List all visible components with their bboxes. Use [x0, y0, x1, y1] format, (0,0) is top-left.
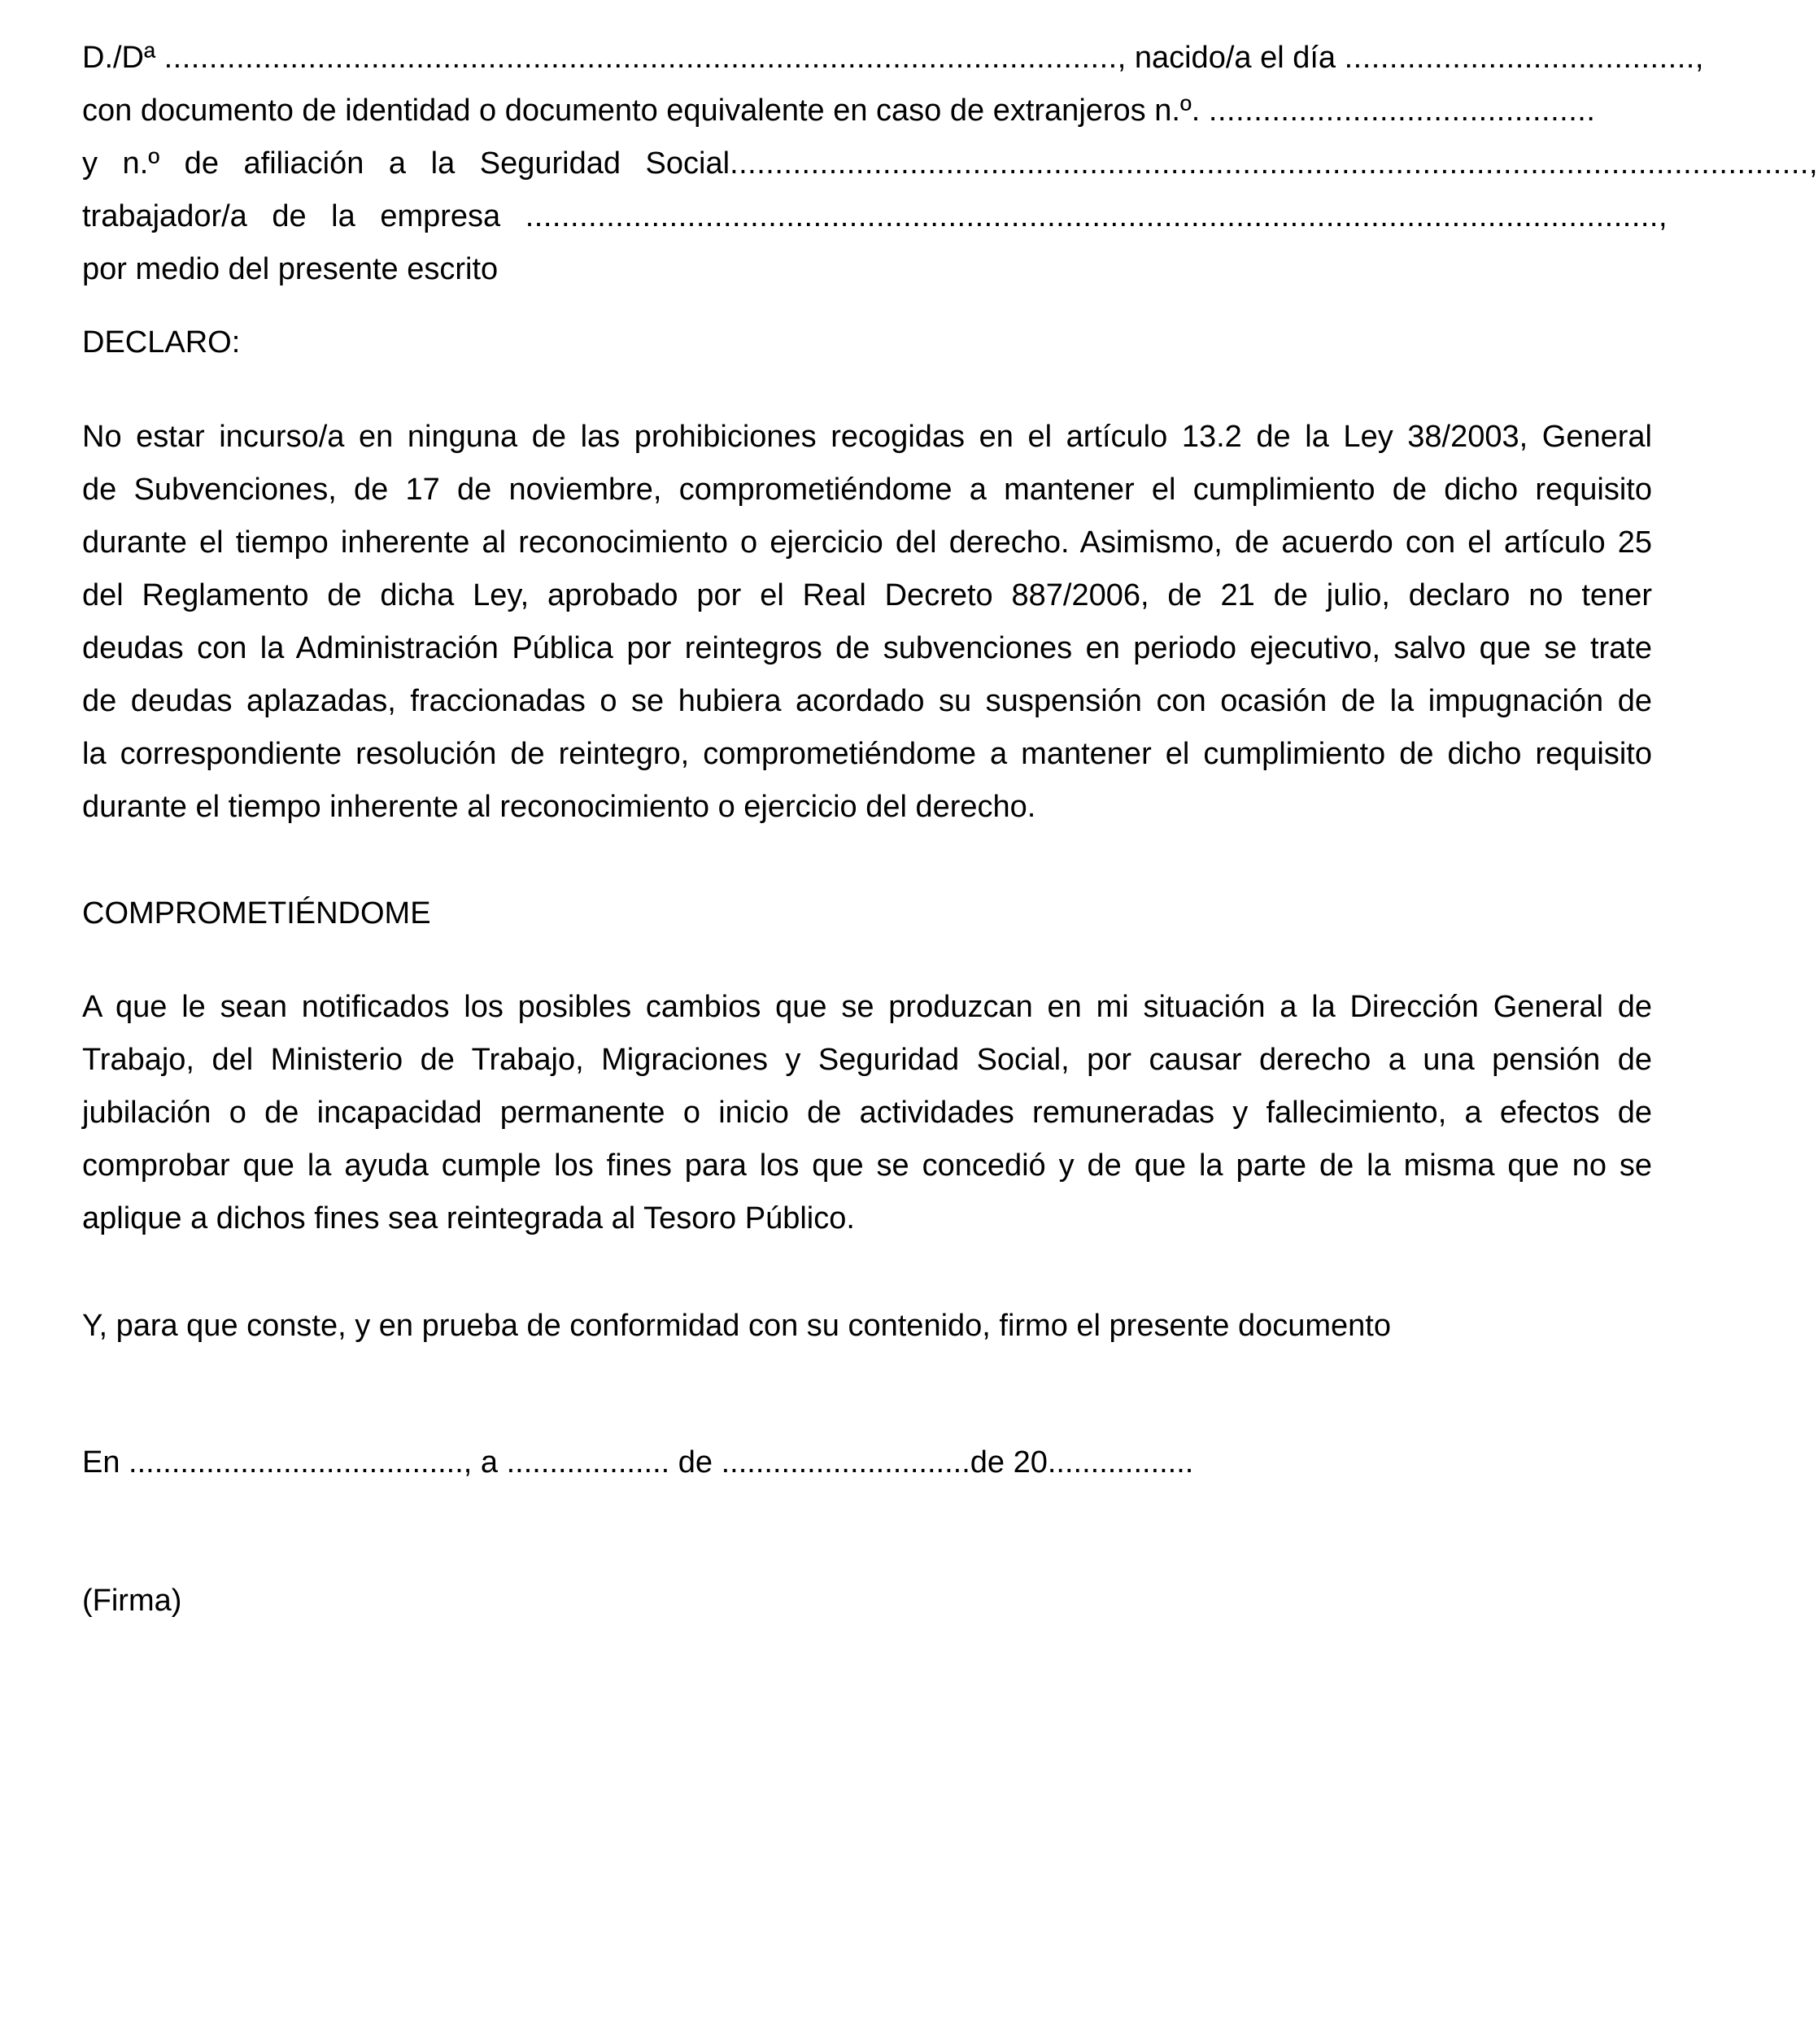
birthdate-field[interactable]: .......................................	[1344, 41, 1695, 75]
day-field[interactable]: ...................	[506, 1445, 670, 1480]
declaro-line: la correspondiente resolución de reintegro, comprometiéndome a mantener el cumplimiento de dicho requisito	[82, 737, 1652, 771]
year-field[interactable]: .................	[1047, 1445, 1194, 1480]
company-field[interactable]: ..............................................................................................................................	[525, 199, 1659, 233]
declaro-line: de deudas aplazadas, fraccionadas o se hubiera acordado su suspensión con ocasión de la impugnación de	[82, 684, 1652, 718]
a-label: , a	[463, 1445, 507, 1480]
signature-label: (Firma)	[82, 1584, 182, 1618]
place-field[interactable]: .......................................	[129, 1445, 464, 1480]
name-birthdate-line	[82, 36, 1704, 80]
social-security-field[interactable]: ........................................................................................................................	[730, 146, 1809, 181]
comma: ,	[1808, 146, 1818, 181]
declaro-line: durante el tiempo inherente al reconocimiento o ejercicio del derecho.	[82, 790, 1036, 824]
comprometiendome-line: Trabajo, del Ministerio de Trabajo, Migraciones y Seguridad Social, por causar derecho a una pensión de	[82, 1043, 1652, 1077]
id-document-label: con documento de identidad o documento equivalente en caso de extranjeros n.º.	[82, 94, 1209, 128]
comma: ,	[1694, 41, 1704, 75]
declaro-line: deudas con la Administración Pública por reintegros de subvenciones en periodo ejecutivo, salvo que se trate	[82, 631, 1652, 665]
year-prefix-label: de 20	[970, 1445, 1048, 1480]
intro-text: por medio del presente escrito	[82, 252, 499, 286]
declaro-line: del Reglamento de dicha Ley, aprobado por el Real Decreto 887/2006, de 21 de julio, declaro no tener	[82, 578, 1652, 612]
declaro-line: durante el tiempo inherente al reconocimiento o ejercicio del derecho. Asimismo, de acuerdo con el artículo 25	[82, 525, 1652, 560]
place-date-line	[82, 1440, 1652, 1484]
month-field[interactable]: .............................	[721, 1445, 970, 1480]
comprometiendome-heading: COMPROMETIÉNDOME	[82, 896, 431, 930]
comma: ,	[1659, 199, 1668, 233]
comprometiendome-line: jubilación o de incapacidad permanente o inicio de actividades remuneradas y fallecimiento, a efectos de	[82, 1096, 1652, 1130]
de-label: de	[669, 1445, 722, 1480]
name-field[interactable]: ..........................................................................................................	[163, 41, 1118, 75]
declaro-heading: DECLARO:	[82, 325, 241, 360]
company-label: trabajador/a de la empresa	[82, 199, 525, 233]
id-document-field[interactable]: ...........................................	[1208, 94, 1596, 128]
comprometiendome-line: comprobar que la ayuda cumple los fines para los que se concedió y de que la parte de la misma que no se	[82, 1148, 1652, 1183]
social-security-line	[82, 142, 1818, 185]
declaration-document	[82, 0, 1818, 2044]
company-line	[82, 194, 1668, 238]
conformidad-text: Y, para que conste, y en prueba de conformidad con su contenido, firmo el presente documento	[82, 1309, 1391, 1343]
declaro-line: de Subvenciones, de 17 de noviembre, comprometiéndome a mantener el cumplimiento de dicho requisito	[82, 473, 1652, 507]
id-document-line	[82, 89, 1652, 133]
declaro-line: No estar incurso/a en ninguna de las prohibiciones recogidas en el artículo 13.2 de la Ley 38/2003, General	[82, 420, 1652, 454]
birthdate-label: , nacido/a el día	[1117, 41, 1345, 75]
name-label: D./Dª	[82, 41, 164, 75]
social-security-label: y n.º de afiliación a la Seguridad Social	[82, 146, 730, 181]
comprometiendome-line: aplique a dichos fines sea reintegrada al Tesoro Público.	[82, 1201, 855, 1236]
comprometiendome-line: A que le sean notificados los posibles cambios que se produzcan en mi situación a la Dirección General de	[82, 990, 1652, 1024]
en-label: En	[82, 1445, 129, 1480]
